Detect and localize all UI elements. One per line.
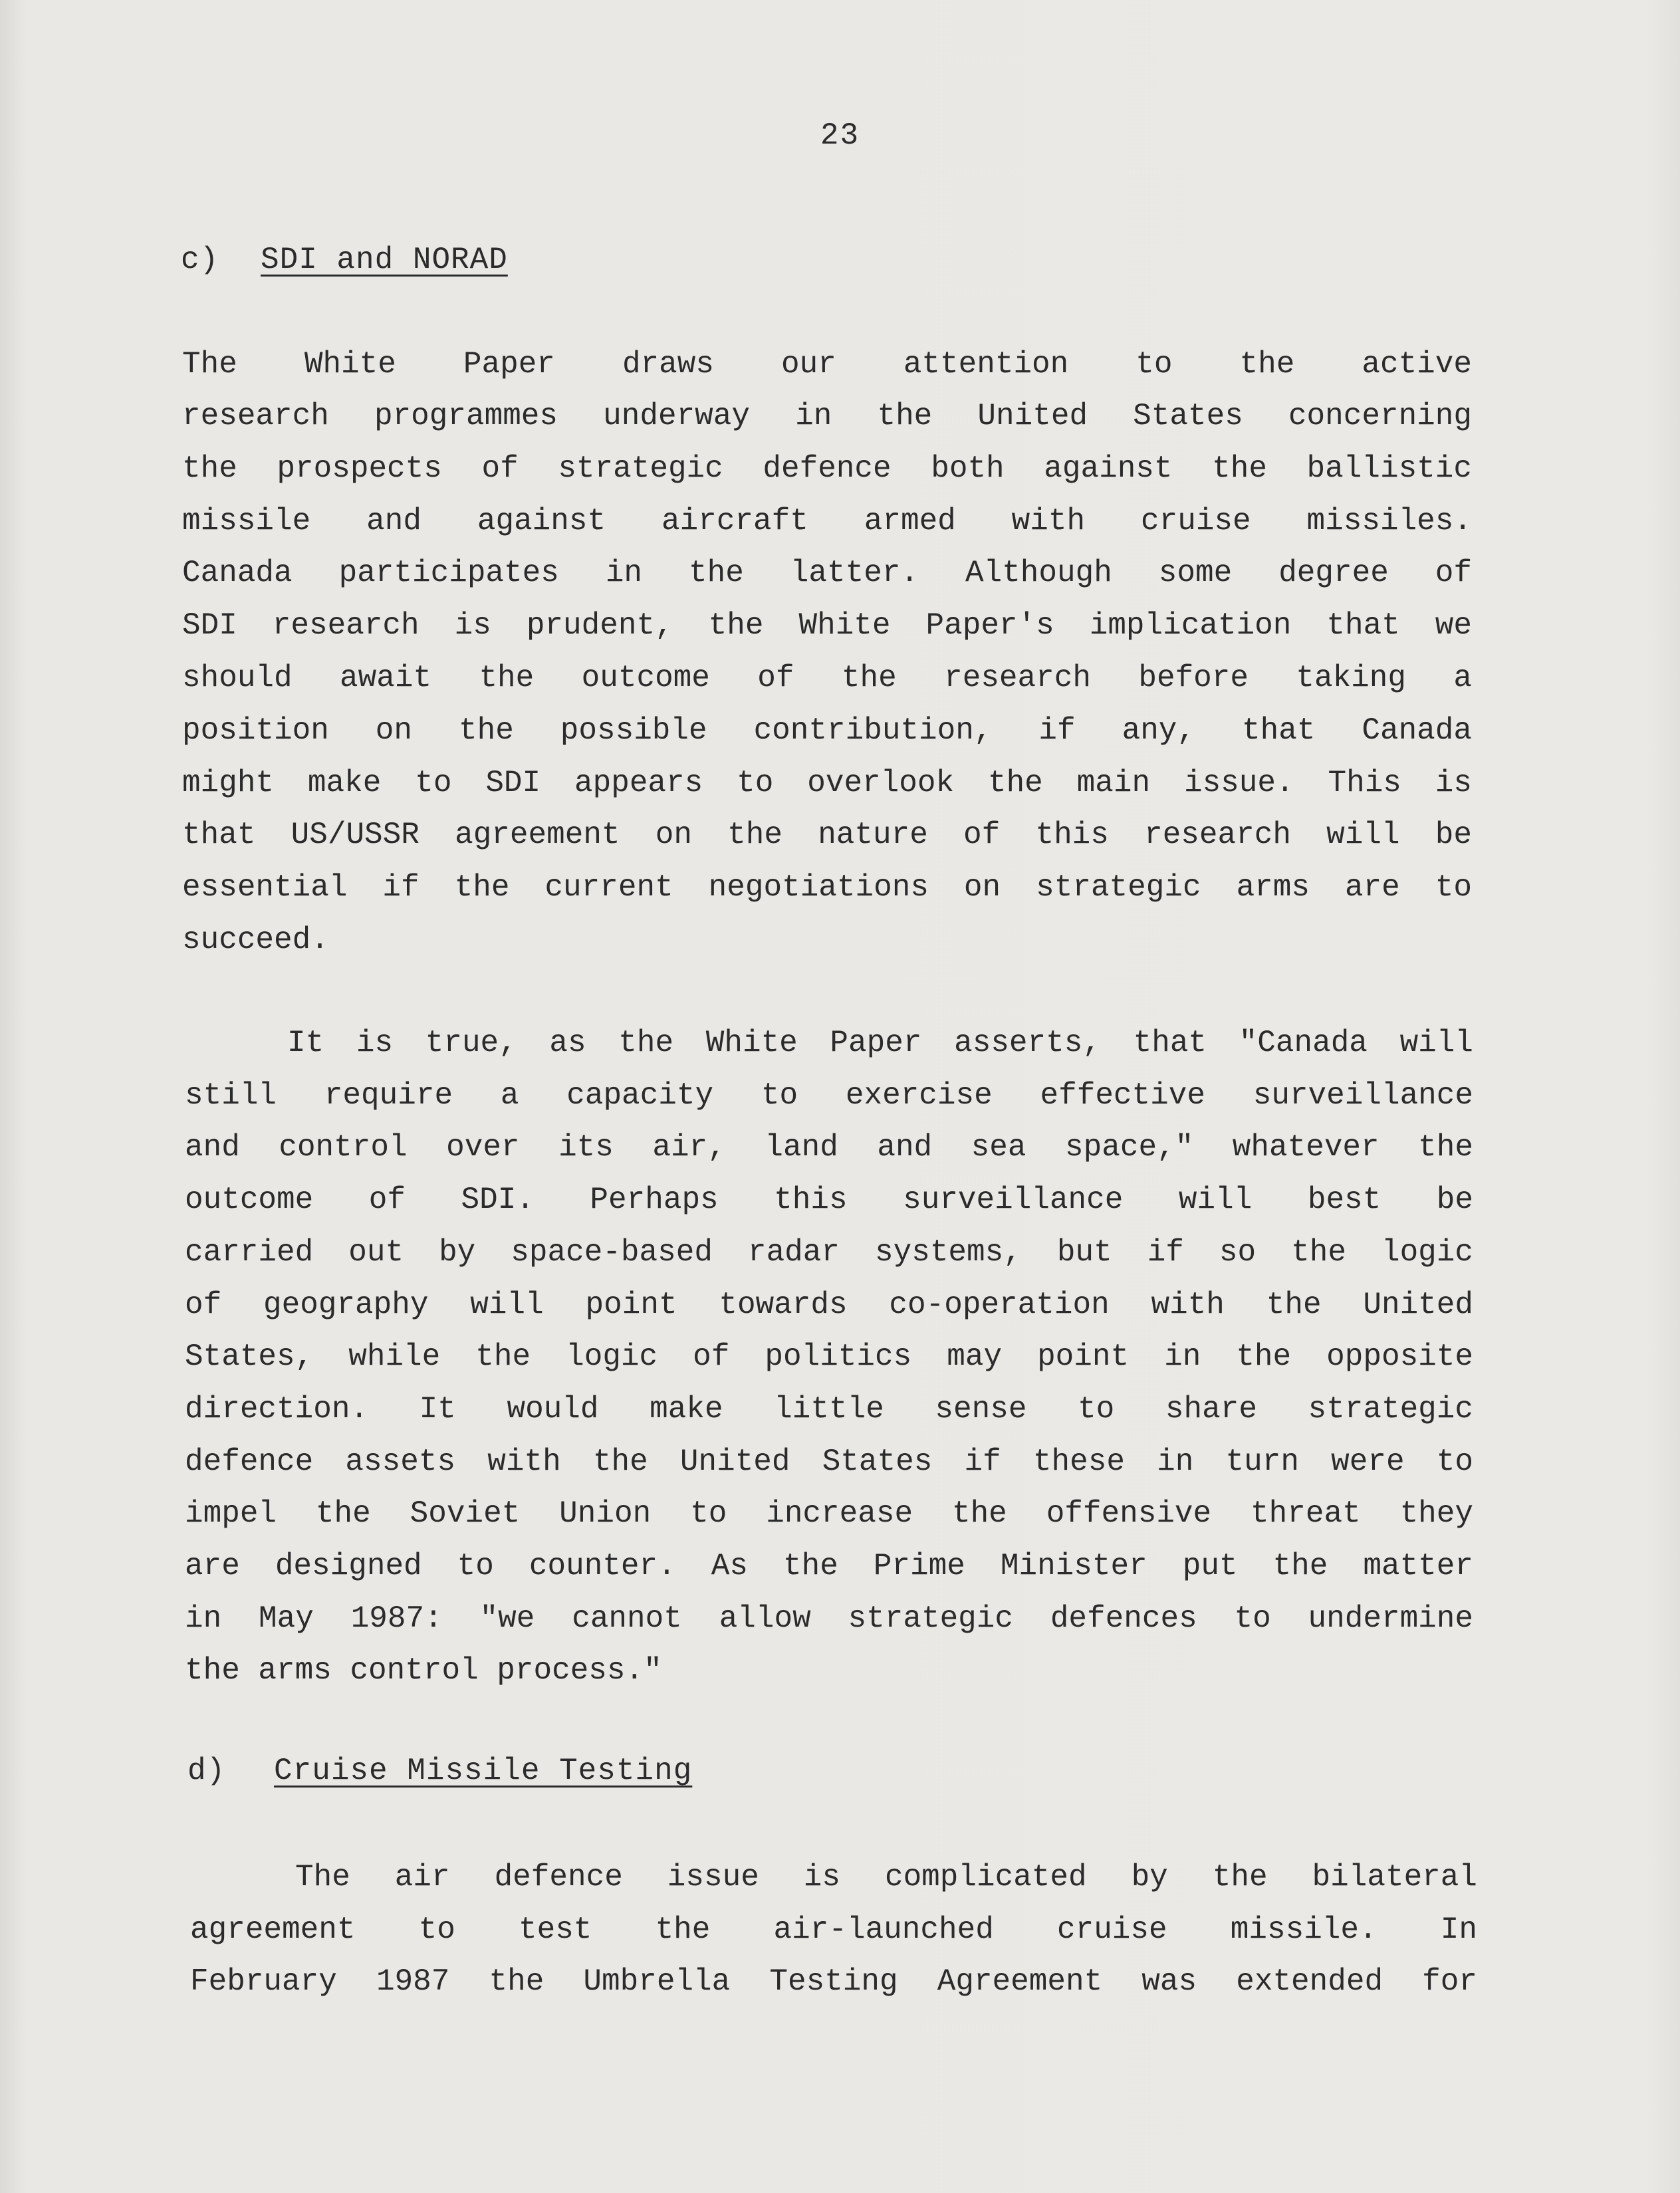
text-line: carried out by space-based radar systems, but if so the logic — [185, 1235, 1473, 1270]
text-line: outcome of SDI. Perhaps this surveillance will best be — [185, 1183, 1473, 1217]
text-line: are designed to counter. As the Prime Minister put the matter — [185, 1549, 1473, 1583]
text-line: The White Paper draws our attention to the active — [182, 347, 1472, 382]
text-line: agreement to test the air-launched cruise missile. In — [190, 1912, 1477, 1947]
text-line: States, while the logic of politics may point in the opposite — [185, 1339, 1473, 1374]
text-line: SDI research is prudent, the White Paper's implication that we — [182, 608, 1472, 643]
text-line: essential if the current negotiations on strategic arms are to — [182, 870, 1472, 905]
section-heading-sdi-norad — [181, 243, 508, 277]
section-title: SDI and NORAD — [261, 243, 508, 277]
text-line: of geography will point towards co-operation with the United — [185, 1288, 1473, 1322]
text-line: impel the Soviet Union to increase the offensive threat they — [185, 1496, 1473, 1531]
text-line: should await the outcome of the research before taking a — [182, 661, 1472, 695]
text-line: research programmes underway in the United States concerning — [182, 399, 1472, 433]
section-marker: c) — [181, 243, 219, 277]
text-line: Canada participates in the latter. Although some degree of — [182, 556, 1472, 590]
text-line: The air defence issue is complicated by the bilateral — [295, 1860, 1477, 1895]
text-line: position on the possible contribution, if any, that Canada — [182, 713, 1472, 748]
text-line: might make to SDI appears to overlook the main issue. This is — [182, 766, 1472, 800]
text-line: It is true, as the White Paper asserts, that "Canada will — [287, 1026, 1473, 1060]
text-line: defence assets with the United States if these in turn were to — [185, 1444, 1473, 1479]
section-title: Cruise Missile Testing — [274, 1754, 693, 1788]
text-line: the arms control process." — [185, 1653, 662, 1688]
section-heading-cruise-missile-testing — [187, 1754, 692, 1788]
text-line: February 1987 the Umbrella Testing Agreement was extended for — [190, 1964, 1477, 1999]
text-line: the prospects of strategic defence both against the ballistic — [182, 451, 1472, 486]
section-marker: d) — [187, 1754, 226, 1788]
text-line: direction. It would make little sense to share strategic — [185, 1392, 1473, 1427]
text-line: still require a capacity to exercise effective surveillance — [185, 1078, 1473, 1113]
text-line: missile and against aircraft armed with cruise missiles. — [182, 504, 1472, 538]
page-number: 23 — [820, 118, 860, 153]
text-line: that US/USSR agreement on the nature of this research will be — [182, 818, 1472, 852]
text-line: in May 1987: "we cannot allow strategic defences to undermine — [185, 1601, 1473, 1636]
text-line: succeed. — [182, 923, 329, 957]
text-line: and control over its air, land and sea space," whatever the — [185, 1130, 1473, 1165]
